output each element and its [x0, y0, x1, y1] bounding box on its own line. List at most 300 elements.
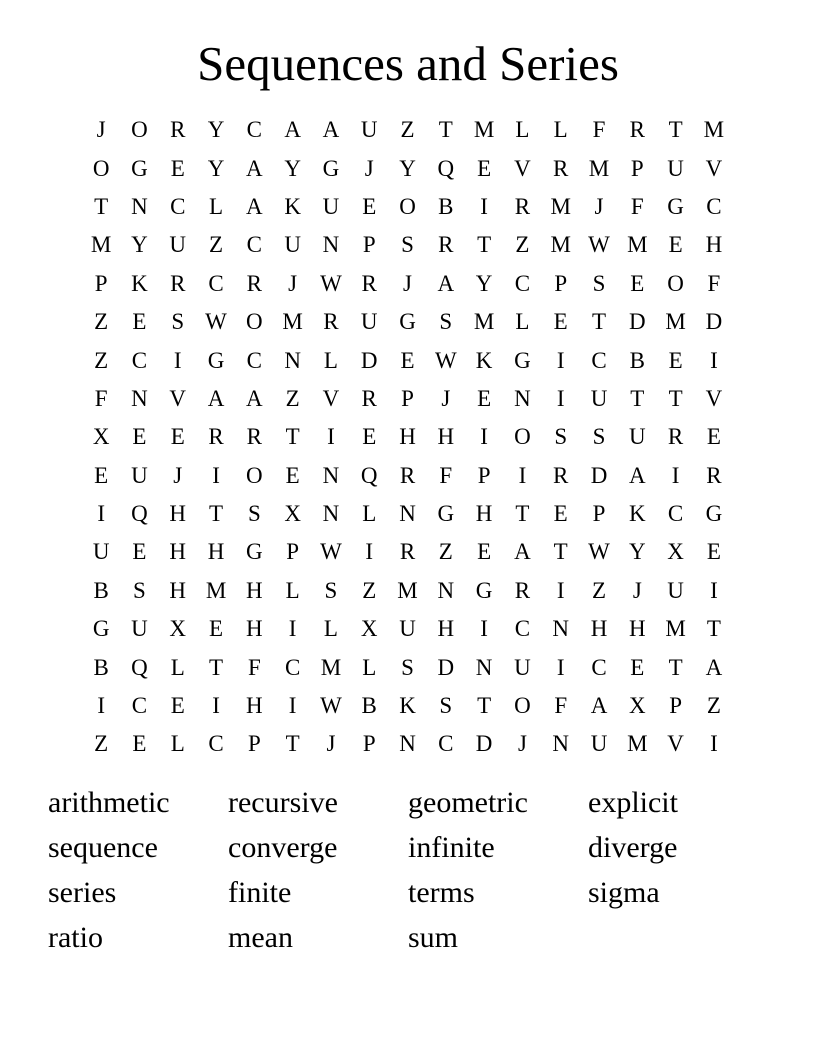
grid-letter: P: [592, 501, 606, 527]
grid-letter: N: [131, 193, 148, 219]
grid-letter: U: [169, 232, 187, 258]
grid-letter: M: [282, 309, 303, 335]
grid-letter: M: [550, 232, 571, 258]
grid-letter: C: [438, 731, 454, 757]
grid-letter: M: [703, 117, 725, 143]
grid-letter: V: [514, 155, 531, 181]
grid-letter: P: [362, 232, 376, 258]
grid-letter: I: [212, 693, 220, 719]
grid-letter: R: [514, 193, 531, 219]
grid-letter: I: [556, 654, 565, 680]
grid-letter: R: [361, 270, 377, 296]
grid-letter: W: [588, 539, 610, 565]
grid-letter: L: [323, 616, 338, 642]
grid-letter: L: [362, 501, 377, 527]
grid-letter: S: [554, 424, 568, 450]
grid-letter: G: [322, 155, 340, 181]
grid-letter: X: [628, 693, 646, 719]
grid-letter: Q: [360, 462, 378, 488]
grid-letter: U: [284, 232, 301, 258]
grid-letter: J: [632, 577, 642, 603]
grid-letter: M: [588, 155, 610, 181]
grid-letter: J: [517, 731, 527, 757]
grid-letter: J: [173, 462, 183, 488]
grid-letter: E: [94, 462, 109, 488]
grid-letter: T: [285, 424, 300, 450]
grid-letter: N: [131, 385, 148, 411]
grid-letter: E: [477, 385, 492, 411]
grid-letter: K: [131, 270, 148, 296]
word-bank-item: finite: [228, 875, 292, 909]
grid-letter: Z: [285, 385, 300, 411]
grid-letter: C: [131, 347, 148, 373]
grid-letter: A: [284, 117, 301, 143]
grid-row: [82, 303, 733, 341]
grid-letter: M: [627, 731, 648, 757]
grid-letter: P: [401, 385, 414, 411]
grid-letter: P: [286, 539, 300, 565]
grid-letter: R: [438, 232, 454, 258]
grid-letter: N: [552, 731, 570, 757]
grid-row: [82, 648, 733, 686]
grid-letter: J: [96, 117, 106, 143]
grid-row: [82, 725, 733, 763]
word-bank-item: sigma: [588, 875, 660, 909]
grid-letter: L: [553, 117, 568, 143]
word-bank-item: sum: [408, 920, 459, 954]
grid-letter: V: [705, 385, 723, 411]
grid-letter: G: [437, 501, 455, 527]
grid-letter: U: [360, 117, 378, 143]
grid-letter: E: [170, 424, 185, 450]
grid-letter: E: [132, 424, 147, 450]
grid-letter: D: [590, 462, 608, 488]
grid-letter: R: [323, 309, 339, 335]
page-title: Sequences and Series: [197, 36, 619, 91]
grid-letter: F: [247, 654, 261, 680]
grid-letter: C: [170, 193, 186, 219]
grid-letter: L: [515, 117, 530, 143]
grid-letter: H: [590, 616, 608, 642]
grid-letter: T: [477, 693, 492, 719]
grid-letter: E: [400, 347, 415, 373]
grid-letter: F: [707, 270, 721, 296]
grid-letter: O: [246, 462, 263, 488]
grid-letter: H: [246, 693, 263, 719]
grid-letter: I: [288, 616, 297, 642]
grid-letter: U: [92, 539, 110, 565]
grid-letter: A: [590, 693, 608, 719]
grid-letter: Y: [131, 232, 148, 258]
grid-letter: E: [362, 193, 377, 219]
word-bank-item: ratio: [48, 920, 103, 954]
grid-row: [82, 265, 733, 303]
grid-letter: J: [326, 731, 336, 757]
grid-letter: C: [514, 616, 531, 642]
grid-letter: H: [437, 616, 455, 642]
grid-letter: P: [630, 155, 644, 181]
grid-letter: N: [475, 654, 493, 680]
grid-letter: A: [437, 270, 455, 296]
grid-letter: I: [327, 424, 335, 450]
grid-letter: N: [514, 385, 531, 411]
grid-letter: F: [592, 117, 606, 143]
grid-letter: R: [553, 155, 569, 181]
grid-letter: M: [90, 232, 112, 258]
grid-letter: A: [705, 654, 723, 680]
grid-letter: U: [628, 424, 646, 450]
grid-letter: H: [207, 539, 225, 565]
grid-letter: S: [401, 232, 414, 258]
grid-letter: E: [668, 232, 683, 258]
grid-letter: I: [480, 424, 488, 450]
grid-letter: T: [553, 539, 568, 565]
grid-letter: I: [365, 539, 374, 565]
grid-letter: N: [284, 347, 301, 373]
grid-letter: E: [170, 155, 185, 181]
grid-letter: S: [324, 577, 338, 603]
grid-letter: Z: [362, 577, 377, 603]
grid-letter: G: [475, 577, 493, 603]
grid-letter: S: [401, 654, 414, 680]
grid-letter: A: [246, 193, 263, 219]
grid-letter: S: [592, 424, 606, 450]
grid-row: [82, 533, 733, 571]
grid-letter: E: [170, 693, 185, 719]
grid-letter: T: [668, 385, 683, 411]
grid-letter: L: [170, 654, 185, 680]
grid-letter: E: [285, 462, 300, 488]
grid-letter: Q: [131, 501, 148, 527]
grid-letter: N: [322, 232, 340, 258]
grid-letter: I: [97, 501, 105, 527]
word-bank-item: infinite: [408, 830, 495, 864]
grid-row: [82, 226, 733, 264]
grid-letter: C: [514, 270, 531, 296]
grid-letter: G: [92, 616, 110, 642]
grid-row: [82, 687, 733, 725]
grid-letter: L: [362, 654, 377, 680]
grid-row: [82, 341, 733, 379]
grid-letter: R: [246, 270, 262, 296]
grid-letter: I: [212, 462, 220, 488]
grid-letter: T: [438, 117, 453, 143]
grid-letter: Z: [400, 117, 415, 143]
grid-row: [82, 380, 733, 418]
grid-letter: X: [92, 424, 110, 450]
word-bank-item: recursive: [228, 785, 338, 819]
grid-letter: U: [667, 155, 684, 181]
grid-letter: Y: [628, 539, 646, 565]
grid-letter: R: [361, 385, 377, 411]
grid-letter: F: [94, 385, 108, 411]
grid-letter: H: [399, 424, 416, 450]
grid-letter: V: [169, 385, 187, 411]
grid-letter: C: [246, 232, 262, 258]
grid-letter: M: [473, 117, 495, 143]
word-bank: [48, 780, 768, 960]
grid-letter: T: [515, 501, 530, 527]
grid-letter: F: [630, 193, 644, 219]
grid-letter: P: [669, 693, 682, 719]
word-bank-item: sequence: [48, 830, 158, 864]
grid-letter: L: [209, 193, 224, 219]
grid-row: [82, 149, 733, 187]
grid-letter: H: [246, 577, 263, 603]
grid-letter: D: [628, 309, 646, 335]
grid-letter: I: [710, 347, 718, 373]
grid-letter: U: [590, 385, 608, 411]
grid-letter: B: [93, 654, 109, 680]
grid-letter: C: [706, 193, 722, 219]
grid-letter: C: [131, 693, 148, 719]
grid-letter: T: [668, 117, 683, 143]
grid-letter: M: [550, 193, 571, 219]
grid-letter: A: [207, 385, 225, 411]
grid-letter: E: [553, 501, 568, 527]
grid-letter: E: [132, 539, 147, 565]
grid-letter: R: [553, 462, 569, 488]
grid-letter: G: [246, 539, 263, 565]
word-bank-item: diverge: [588, 830, 678, 864]
grid-letter: H: [246, 616, 263, 642]
grid-letter: P: [94, 270, 108, 296]
grid-letter: J: [288, 270, 298, 296]
grid-letter: A: [246, 155, 263, 181]
grid-letter: R: [514, 577, 531, 603]
grid-letter: A: [246, 385, 263, 411]
grid-letter: T: [477, 232, 492, 258]
grid-letter: Q: [131, 654, 148, 680]
grid-letter: U: [667, 577, 684, 603]
grid-letter: S: [171, 309, 185, 335]
grid-letter: V: [322, 385, 340, 411]
grid-letter: E: [209, 616, 224, 642]
grid-letter: J: [441, 385, 451, 411]
grid-letter: H: [169, 501, 187, 527]
grid-letter: X: [667, 539, 684, 565]
word-bank-item: geometric: [408, 785, 528, 819]
grid-letter: J: [403, 270, 412, 296]
grid-letter: I: [288, 693, 297, 719]
grid-letter: Z: [438, 539, 453, 565]
grid-row: [82, 457, 733, 495]
grid-letter: B: [361, 693, 377, 719]
grid-letter: Z: [94, 309, 109, 335]
grid-letter: R: [208, 424, 224, 450]
grid-letter: K: [628, 501, 646, 527]
grid-letter: T: [706, 616, 721, 642]
grid-letter: Z: [209, 232, 224, 258]
grid-letter: Y: [284, 155, 301, 181]
word-bank-item: terms: [408, 875, 475, 909]
grid-letter: C: [246, 347, 262, 373]
grid-letter: N: [322, 501, 340, 527]
grid-letter: G: [667, 193, 684, 219]
grid-letter: V: [705, 155, 723, 181]
letter-grid: [82, 111, 733, 764]
word-bank-item: series: [48, 875, 117, 909]
word-bank-item: arithmetic: [48, 785, 170, 819]
grid-letter: S: [439, 309, 453, 335]
grid-row: [82, 495, 733, 533]
grid-letter: R: [706, 462, 722, 488]
grid-letter: E: [668, 347, 683, 373]
grid-letter: W: [320, 693, 342, 719]
grid-letter: L: [515, 309, 530, 335]
grid-row: [82, 418, 733, 456]
grid-letter: U: [131, 616, 148, 642]
grid-letter: E: [477, 155, 492, 181]
grid-letter: G: [207, 347, 225, 373]
grid-letter: Y: [475, 270, 493, 296]
grid-letter: W: [320, 270, 342, 296]
grid-letter: M: [320, 654, 342, 680]
grid-letter: T: [668, 654, 683, 680]
grid-letter: Z: [94, 347, 109, 373]
grid-letter: G: [399, 309, 416, 335]
grid-letter: I: [710, 731, 718, 757]
grid-letter: I: [556, 347, 565, 373]
grid-letter: W: [320, 539, 342, 565]
grid-letter: S: [133, 577, 146, 603]
grid-letter: S: [247, 501, 261, 527]
grid-letter: L: [285, 577, 300, 603]
grid-letter: I: [480, 616, 488, 642]
grid-letter: G: [705, 501, 723, 527]
grid-letter: L: [170, 731, 185, 757]
grid-letter: V: [667, 731, 684, 757]
grid-row: [82, 572, 733, 610]
grid-letter: F: [554, 693, 568, 719]
word-bank-item: explicit: [588, 785, 678, 819]
grid-letter: Q: [437, 155, 455, 181]
grid-letter: N: [437, 577, 455, 603]
grid-letter: E: [132, 309, 147, 335]
grid-letter: C: [208, 731, 224, 757]
grid-letter: E: [706, 424, 721, 450]
grid-letter: D: [475, 731, 493, 757]
grid-letter: C: [591, 347, 607, 373]
grid-letter: U: [590, 731, 608, 757]
grid-letter: O: [399, 193, 416, 219]
grid-letter: X: [169, 616, 187, 642]
grid-letter: X: [284, 501, 301, 527]
grid-letter: B: [438, 193, 454, 219]
grid-letter: N: [399, 731, 416, 757]
grid-letter: K: [399, 693, 416, 719]
grid-letter: P: [362, 731, 376, 757]
grid-letter: J: [364, 155, 374, 181]
grid-letter: H: [169, 577, 187, 603]
grid-letter: E: [706, 539, 721, 565]
grid-letter: R: [399, 539, 416, 565]
grid-letter: T: [209, 654, 224, 680]
grid-letter: W: [434, 347, 457, 373]
grid-letter: Z: [94, 731, 109, 757]
grid-letter: J: [594, 193, 604, 219]
grid-letter: A: [322, 117, 340, 143]
grid-letter: Z: [706, 693, 721, 719]
grid-letter: O: [667, 270, 684, 296]
grid-letter: H: [169, 539, 187, 565]
grid-letter: E: [132, 731, 147, 757]
grid-letter: Z: [591, 577, 607, 603]
grid-letter: O: [246, 309, 263, 335]
grid-letter: I: [556, 577, 565, 603]
grid-letter: H: [475, 501, 493, 527]
grid-letter: I: [518, 462, 527, 488]
grid-letter: E: [553, 309, 568, 335]
grid-letter: M: [473, 309, 495, 335]
grid-letter: A: [514, 539, 531, 565]
grid-letter: O: [514, 424, 531, 450]
grid-letter: I: [710, 577, 718, 603]
word-bank-item: mean: [228, 920, 293, 954]
grid-letter: M: [665, 616, 686, 642]
grid-letter: M: [205, 577, 227, 603]
grid-letter: L: [323, 347, 338, 373]
grid-letter: O: [131, 117, 148, 143]
grid-letter: R: [399, 462, 416, 488]
grid-letter: H: [628, 616, 646, 642]
grid-letter: T: [591, 309, 607, 335]
grid-letter: C: [667, 501, 684, 527]
grid-row: [82, 610, 733, 648]
grid-letter: T: [630, 385, 645, 411]
grid-letter: U: [514, 654, 531, 680]
grid-letter: C: [208, 270, 224, 296]
grid-letter: D: [437, 654, 455, 680]
grid-letter: K: [284, 193, 301, 219]
grid-letter: B: [93, 577, 109, 603]
grid-letter: S: [439, 693, 453, 719]
grid-letter: E: [630, 654, 645, 680]
grid-row: [82, 188, 733, 226]
grid-letter: N: [322, 462, 340, 488]
grid-letter: U: [399, 616, 416, 642]
grid-letter: I: [97, 693, 105, 719]
grid-letter: R: [170, 117, 186, 143]
grid-letter: P: [477, 462, 491, 488]
grid-letter: M: [397, 577, 418, 603]
grid-row: [82, 111, 733, 149]
grid-letter: E: [362, 424, 377, 450]
grid-letter: T: [285, 731, 300, 757]
grid-letter: O: [92, 155, 110, 181]
grid-letter: P: [554, 270, 568, 296]
grid-letter: I: [671, 462, 680, 488]
grid-letter: H: [437, 424, 455, 450]
grid-letter: N: [399, 501, 416, 527]
grid-letter: C: [284, 654, 301, 680]
grid-letter: W: [588, 232, 610, 258]
grid-letter: K: [475, 347, 493, 373]
grid-letter: R: [667, 424, 684, 450]
grid-letter: C: [246, 117, 262, 143]
grid-letter: M: [627, 232, 648, 258]
grid-letter: U: [322, 193, 340, 219]
grid-letter: D: [360, 347, 378, 373]
grid-letter: I: [173, 347, 182, 373]
grid-letter: R: [170, 270, 186, 296]
grid-letter: I: [556, 385, 565, 411]
grid-letter: A: [628, 462, 646, 488]
grid-letter: N: [552, 616, 570, 642]
grid-letter: E: [477, 539, 492, 565]
grid-letter: I: [480, 193, 488, 219]
grid-letter: C: [591, 654, 607, 680]
